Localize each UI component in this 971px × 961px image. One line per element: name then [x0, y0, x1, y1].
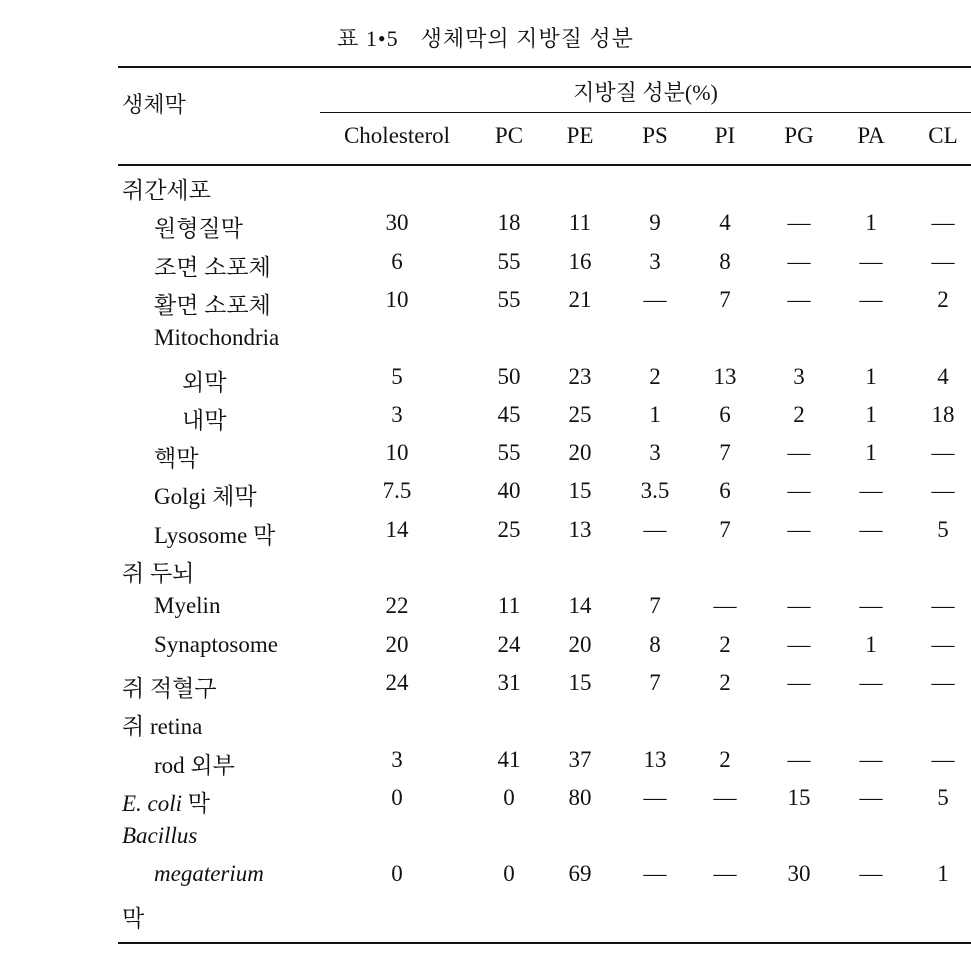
table-cell: 24 — [385, 670, 409, 695]
table-cell: — — [931, 632, 955, 657]
table-cell: 25 — [497, 517, 521, 542]
table-cell: — — [931, 670, 955, 695]
table-cell: 6 — [391, 249, 403, 274]
table-cell: 10 — [385, 440, 409, 465]
table-cell: — — [931, 478, 955, 503]
table-cell: 1 — [649, 402, 661, 427]
table-row — [0, 747, 971, 785]
table-cell: 1 — [865, 632, 877, 657]
table-cell: — — [931, 593, 955, 618]
table-cell: 23 — [568, 364, 592, 389]
row-label: Myelin — [154, 593, 221, 618]
table-cell: — — [859, 287, 883, 312]
table-cell: — — [787, 632, 811, 657]
table-row — [0, 670, 971, 708]
table-cell: 0 — [391, 785, 403, 810]
table-cell: 7 — [649, 670, 661, 695]
table-cell: 5 — [391, 364, 403, 389]
table-cell: — — [859, 478, 883, 503]
table-cell: 20 — [385, 632, 409, 657]
table-cell: 0 — [391, 861, 403, 886]
table-cell: — — [931, 210, 955, 235]
row-label: 외막 — [182, 370, 227, 395]
row-header: 생체막 — [122, 92, 186, 117]
table-cell: 3 — [649, 249, 661, 274]
table-cell: 3 — [793, 364, 805, 389]
table-row — [0, 632, 971, 670]
table-row — [0, 517, 971, 555]
table-cell: 14 — [568, 593, 592, 618]
column-header: Cholesterol — [343, 123, 451, 148]
table-cell: 31 — [497, 670, 521, 695]
table-row — [0, 823, 971, 861]
column-header: PS — [642, 123, 668, 148]
row-label: 쥐간세포 — [122, 178, 211, 203]
table-cell: 50 — [497, 364, 521, 389]
table-row — [0, 287, 971, 325]
table-cell: 10 — [385, 287, 409, 312]
table-cell: — — [787, 210, 811, 235]
table-cell: — — [643, 785, 667, 810]
table-cell: — — [931, 747, 955, 772]
table-number: 표 1•5 — [337, 26, 399, 51]
row-label: Mitochondria — [154, 325, 280, 350]
group-rule — [320, 112, 971, 113]
header-bottom-rule — [118, 164, 971, 166]
column-header: CL — [928, 123, 958, 148]
table-cell: 7 — [719, 287, 731, 312]
table-cell: 7 — [719, 440, 731, 465]
table-cell: 55 — [497, 287, 521, 312]
table-cell: — — [859, 785, 883, 810]
table-cell: — — [931, 249, 955, 274]
table-row — [0, 172, 971, 210]
table-cell: 18 — [497, 210, 521, 235]
table-cell: 0 — [503, 861, 515, 886]
table-row — [0, 478, 971, 516]
row-label: Synaptosome — [154, 632, 278, 657]
row-label: 쥐 retina — [122, 714, 203, 739]
table-cell: 1 — [865, 210, 877, 235]
table-cell: 0 — [503, 785, 515, 810]
table-cell: — — [859, 593, 883, 618]
top-rule — [118, 66, 971, 68]
table-row — [0, 325, 971, 363]
table-cell: 41 — [497, 747, 521, 772]
table-cell: 7.5 — [382, 478, 412, 503]
table-cell: — — [787, 593, 811, 618]
table-cell: — — [643, 861, 667, 886]
table-cell: — — [859, 517, 883, 542]
table-row — [0, 708, 971, 746]
table-cell: 15 — [787, 785, 811, 810]
table-cell: 3 — [649, 440, 661, 465]
table-cell: — — [859, 249, 883, 274]
table-row — [0, 249, 971, 287]
table-cell: — — [787, 249, 811, 274]
row-label: 쥐 적혈구 — [122, 676, 217, 701]
row-label: 원형질막 — [154, 216, 243, 241]
group-header: 지방질 성분(%) — [573, 80, 718, 105]
table-cell: — — [859, 670, 883, 695]
table-cell: 5 — [937, 517, 949, 542]
table-cell: 5 — [937, 785, 949, 810]
row-label: 핵막 — [154, 446, 199, 471]
table-cell: 80 — [568, 785, 592, 810]
bottom-rule — [118, 942, 971, 944]
column-header: PE — [566, 123, 594, 148]
table-cell: 11 — [568, 210, 592, 235]
table-row — [0, 785, 971, 823]
table-cell: — — [713, 785, 737, 810]
table-cell: 4 — [937, 364, 949, 389]
table-cell: — — [713, 593, 737, 618]
table-caption: 생체막의 지방질 성분 — [420, 26, 634, 51]
row-label: 막 — [122, 906, 145, 931]
column-header: PA — [857, 123, 885, 148]
table-row — [0, 402, 971, 440]
row-label: 쥐 두뇌 — [122, 561, 195, 586]
table-cell: 1 — [865, 364, 877, 389]
table-cell: 15 — [568, 478, 592, 503]
table-title — [0, 22, 971, 53]
row-label: megaterium — [154, 861, 264, 886]
table-cell: 11 — [497, 593, 521, 618]
table-cell: 25 — [568, 402, 592, 427]
table-cell: 6 — [719, 402, 731, 427]
table-cell: 21 — [568, 287, 592, 312]
row-label: 활면 소포체 — [154, 293, 271, 318]
table-row — [0, 593, 971, 631]
table-cell: 2 — [719, 747, 731, 772]
table-cell: 13 — [568, 517, 592, 542]
table-cell: 2 — [793, 402, 805, 427]
column-header: PC — [494, 123, 524, 148]
table-row — [0, 210, 971, 248]
table-row — [0, 364, 971, 402]
table-cell: 7 — [649, 593, 661, 618]
table-cell: 1 — [865, 440, 877, 465]
table-cell: — — [787, 478, 811, 503]
table-cell: 15 — [568, 670, 592, 695]
table-cell: 69 — [568, 861, 592, 886]
table-cell: — — [643, 287, 667, 312]
table-cell: 14 — [385, 517, 409, 542]
table-cell: 1 — [865, 402, 877, 427]
row-label: Lysosome 막 — [154, 523, 276, 548]
table-cell: — — [787, 670, 811, 695]
row-label: Golgi 체막 — [154, 484, 257, 509]
table-cell: 30 — [787, 861, 811, 886]
table-cell: 3 — [391, 402, 403, 427]
table-cell: 2 — [719, 632, 731, 657]
table-cell: 7 — [719, 517, 731, 542]
table-cell: 45 — [497, 402, 521, 427]
table-cell: — — [643, 517, 667, 542]
table-cell: — — [931, 440, 955, 465]
table-cell: 8 — [719, 249, 731, 274]
table-cell: 37 — [568, 747, 592, 772]
table-cell: 30 — [385, 210, 409, 235]
table-cell: 22 — [385, 593, 409, 618]
table-cell: 16 — [568, 249, 592, 274]
table-cell: 8 — [649, 632, 661, 657]
table-cell: — — [713, 861, 737, 886]
table-cell: 40 — [497, 478, 521, 503]
table-cell: 55 — [497, 249, 521, 274]
table-cell: 2 — [649, 364, 661, 389]
table-row — [0, 861, 971, 899]
row-label: 조면 소포체 — [154, 255, 271, 280]
table-cell: 3 — [391, 747, 403, 772]
table-row — [0, 900, 971, 938]
table-cell: 55 — [497, 440, 521, 465]
table-cell: 6 — [719, 478, 731, 503]
row-label: E. coli 막 — [122, 791, 211, 816]
table-cell: 18 — [931, 402, 955, 427]
table-row — [0, 555, 971, 593]
table-cell: 1 — [937, 861, 949, 886]
table-cell: 20 — [568, 632, 592, 657]
table-cell: — — [787, 517, 811, 542]
table-cell: — — [859, 861, 883, 886]
table-cell: — — [787, 440, 811, 465]
table-cell: 2 — [719, 670, 731, 695]
row-label: Bacillus — [122, 823, 198, 848]
table-cell: 13 — [713, 364, 737, 389]
table-row — [0, 440, 971, 478]
table-cell: 20 — [568, 440, 592, 465]
table-cell: 3.5 — [640, 478, 670, 503]
row-label: 내막 — [182, 408, 227, 433]
table-cell: 4 — [719, 210, 731, 235]
row-label: rod 외부 — [154, 753, 235, 778]
column-header: PG — [784, 123, 814, 148]
table-cell: 9 — [649, 210, 661, 235]
table-cell: 2 — [937, 287, 949, 312]
table-cell: — — [787, 287, 811, 312]
table-cell: 24 — [497, 632, 521, 657]
table-cell: 13 — [643, 747, 667, 772]
column-header: PI — [714, 123, 736, 148]
table-cell: — — [787, 747, 811, 772]
table-cell: — — [859, 747, 883, 772]
